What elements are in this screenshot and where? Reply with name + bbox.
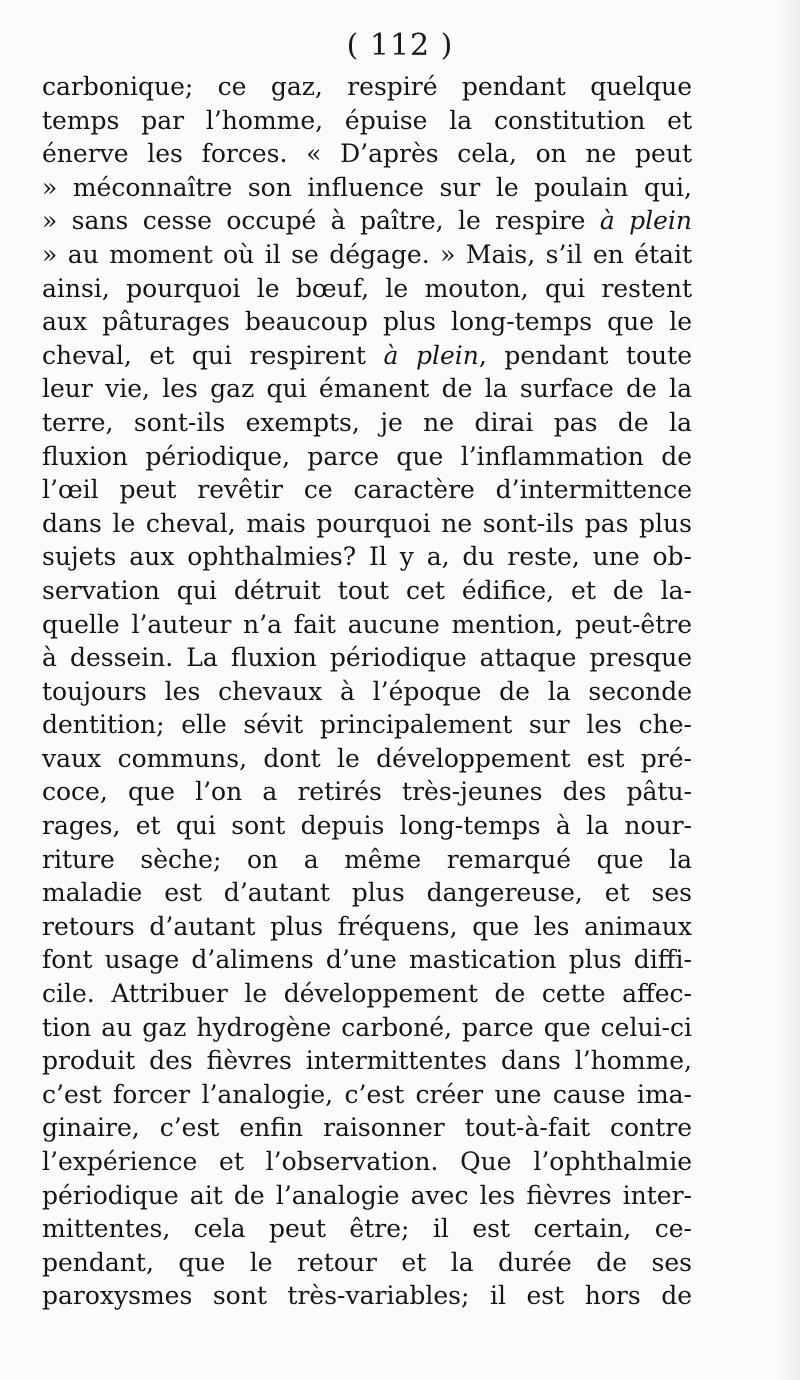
text-line: leur vie, les gaz qui émanent de la surface de la <box>42 374 692 404</box>
text-line: dentition; elle sévit principalement sur les che- <box>42 710 692 740</box>
text-line: rages, et qui sont depuis long-temps à la nour- <box>42 811 692 841</box>
text-line: à dessein. La fluxion périodique attaque presque <box>42 643 692 673</box>
text-line: énerve les forces. « D’après cela, on ne peut <box>42 139 692 169</box>
text-line: ainsi, pourquoi le bœuf, le mouton, qui restent <box>42 273 692 303</box>
text-line: » au moment où il se dégage. » Mais, s’il en était <box>42 239 692 269</box>
text-line: fluxion périodique, parce que l’inflammation de <box>42 441 692 471</box>
text-line: paroxysmes sont très-variables; il est hors de <box>42 1281 692 1311</box>
text-line: font usage d’alimens d’une mastication plus diffi- <box>42 945 692 975</box>
text-line: l’expérience et l’observation. Que l’ophthalmie <box>42 1147 692 1176</box>
text-line: mittentes, cela peut être; il est certain, ce- <box>42 1214 692 1244</box>
text-line: temps par l’homme, épuise la constitution et <box>42 105 692 135</box>
text-line: l’œil peut revêtir ce caractère d’intermittence <box>42 475 692 505</box>
text-line: carbonique; ce gaz, respiré pendant quelque <box>42 72 692 101</box>
text-line: tion au gaz hydrogène carboné, parce que celui-ci <box>42 1012 692 1042</box>
text-line: ginaire, c’est enfin raisonner tout-à-fait contre <box>42 1113 692 1143</box>
text-line: produit des fièvres intermittentes dans l’homme, <box>42 1046 692 1076</box>
text-line: maladie est d’autant plus dangereuse, et ses <box>42 878 692 908</box>
text-line: retours d’autant plus fréquens, que les animaux <box>42 911 692 941</box>
text-line: quelle l’auteur n’a fait aucune mention, peut-être <box>42 609 692 639</box>
text-line: coce, que l’on a retirés très-jeunes des pâtu- <box>42 777 692 807</box>
text-line: périodique ait de l’analogie avec les fièvres inter- <box>42 1180 692 1210</box>
text-line: pendant, que le retour et la durée de ses <box>42 1247 692 1277</box>
text-line: cile. Attribuer le développement de cette affec- <box>42 979 692 1009</box>
text-line: servation qui détruit tout cet édifice, et de la- <box>42 575 692 605</box>
text-line: sujets aux ophthalmies? Il y a, du reste, une ob- <box>42 542 692 572</box>
page-edge-shadow <box>778 0 800 1380</box>
body-text <box>42 70 692 1313</box>
italic-phrase: à plein <box>599 206 692 236</box>
text-line: aux pâturages beaucoup plus long-temps que le <box>42 307 692 337</box>
text-line: » méconnaître son influence sur le poulain qui, <box>42 172 692 202</box>
text-line: c’est forcer l’analogie, c’est créer une cause ima- <box>42 1079 692 1109</box>
italic-phrase: à plein <box>383 340 479 370</box>
text-line: cheval, et qui respirent à plein, pendant toute <box>42 340 692 370</box>
text-line: » sans cesse occupé à paître, le respire à plein <box>42 206 692 236</box>
text-line: dans le cheval, mais pourquoi ne sont-ils pas plus <box>42 508 692 538</box>
text-line: vaux communs, dont le développement est pré- <box>42 743 692 773</box>
text-line: riture sèche; on a même remarqué que la <box>42 844 692 874</box>
page-number: ( 112 ) <box>346 28 454 63</box>
text-line: toujours les chevaux à l’époque de la seconde <box>42 676 692 706</box>
text-line: terre, sont-ils exempts, je ne dirai pas de la <box>42 407 692 437</box>
